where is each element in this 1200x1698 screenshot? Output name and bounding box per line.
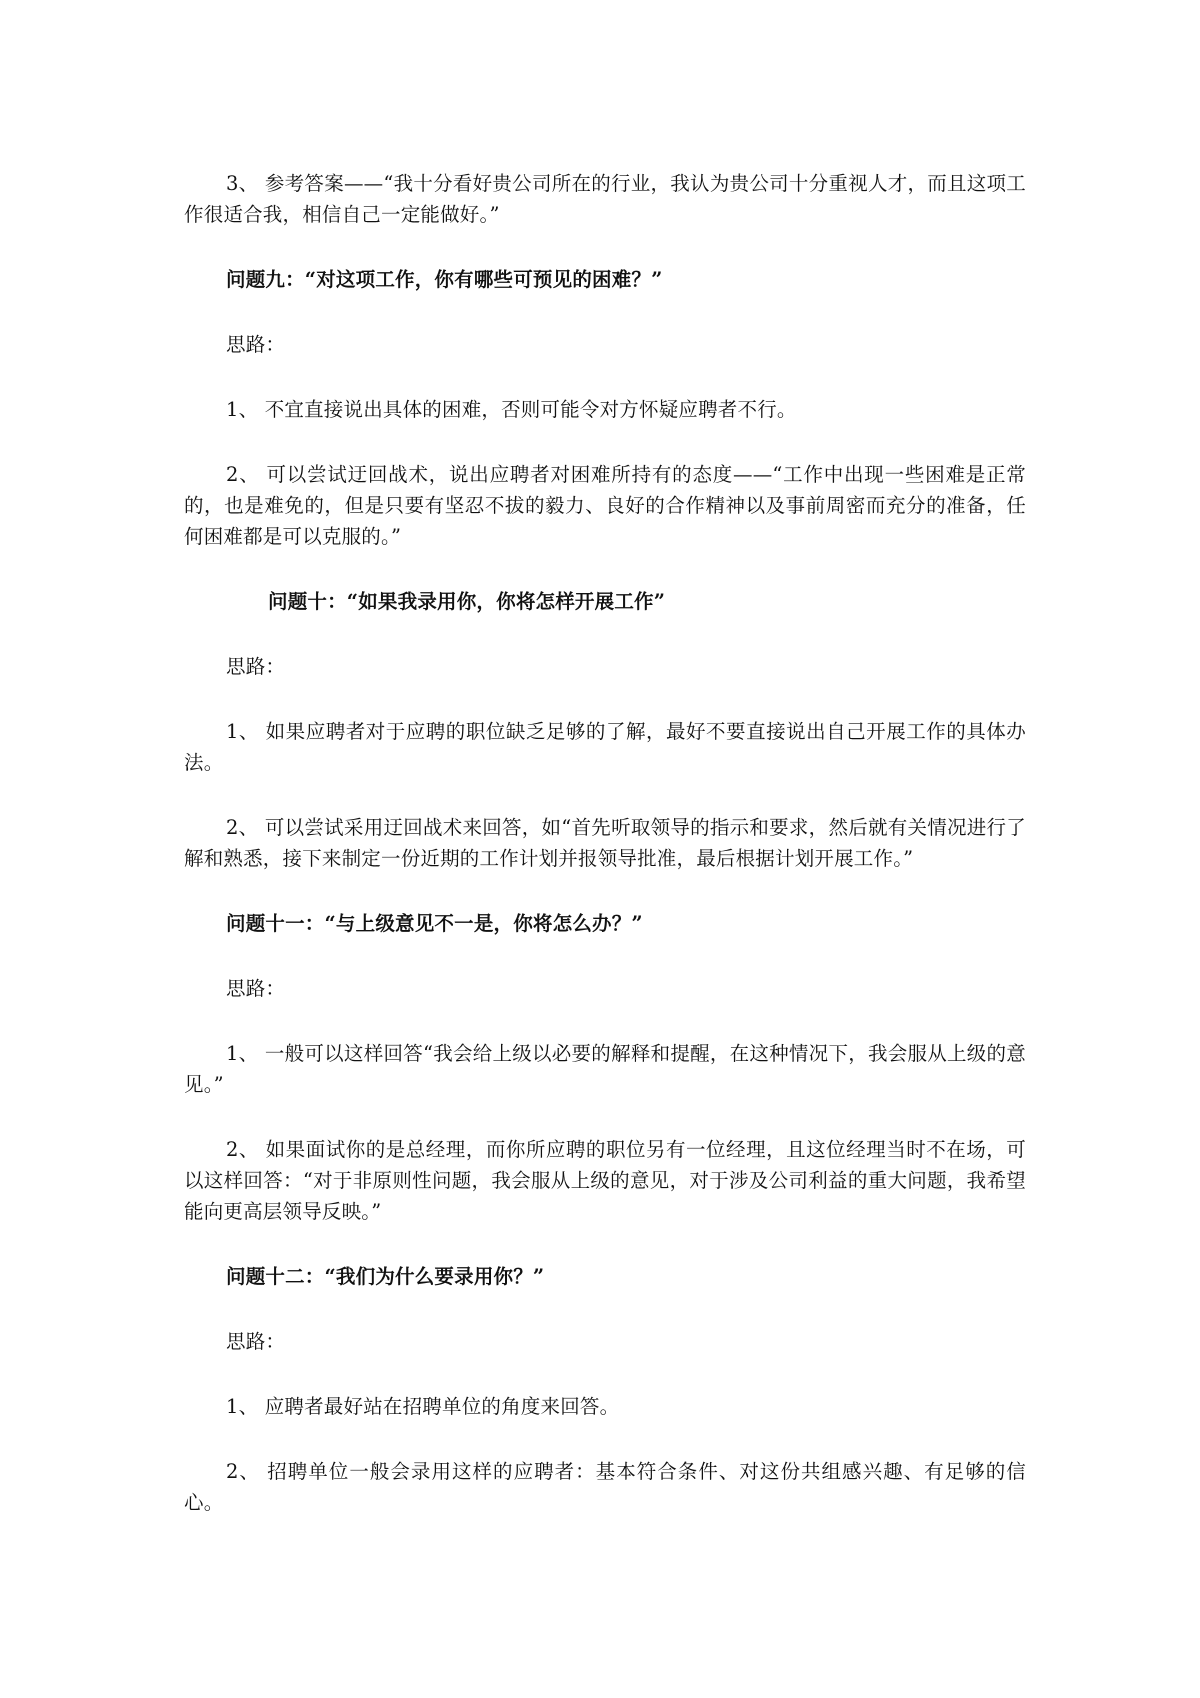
approach-item: 1、 应聘者最好站在招聘单位的角度来回答。	[226, 1395, 620, 1418]
approach-label: 思路：	[226, 333, 286, 356]
question-heading-9: 问题九：“对这项工作，你有哪些可预见的困难？”	[226, 268, 663, 291]
approach-label: 思路：	[226, 655, 286, 678]
approach-item: 1、 不宜直接说出具体的困难，否则可能令对方怀疑应聘者不行。	[226, 398, 797, 421]
question-heading-10: 问题十：“如果我录用你，你将怎样开展工作”	[268, 590, 666, 613]
approach-item: 2、 可以尝试采用迂回战术来回答，如“首先听取领导的指示和要求，然后就有关情况进行了解和熟悉，接下来制定一份近期的工作计划并报领导批准，最后根据计划开展工作。”	[184, 816, 1026, 870]
approach-item: 1、 如果应聘者对于应聘的职位缺乏足够的了解，最好不要直接说出自己开展工作的具体办法。	[184, 720, 1026, 774]
approach-item: 2、 如果面试你的是总经理，而你所应聘的职位另有一位经理，且这位经理当时不在场，可以这样回答：“对于非原则性问题，我会服从上级的意见，对于涉及公司利益的重大问题，我希望能向更高层领导反映。”	[184, 1138, 1026, 1223]
approach-label: 思路：	[226, 977, 286, 1000]
approach-item: 1、 一般可以这样回答“我会给上级以必要的解释和提醒，在这种情况下，我会服从上级的意见。”	[184, 1042, 1026, 1096]
document-body	[184, 168, 1026, 1552]
question-heading-11: 问题十一：“与上级意见不一是，你将怎么办？”	[226, 912, 643, 935]
approach-item: 2、 可以尝试迂回战术，说出应聘者对困难所持有的态度——“工作中出现一些困难是正常的，也是难免的，但是只要有坚忍不拔的毅力、良好的合作精神以及事前周密而充分的准备，任何困难都是可以克服的。”	[184, 463, 1026, 548]
answer-paragraph: 3、 参考答案——“我十分看好贵公司所在的行业，我认为贵公司十分重视人才，而且这项工作很适合我，相信自己一定能做好。”	[184, 172, 1026, 226]
question-heading-12: 问题十二：“我们为什么要录用你？”	[226, 1265, 545, 1288]
approach-label: 思路：	[226, 1330, 286, 1353]
approach-item: 2、 招聘单位一般会录用这样的应聘者：基本符合条件、对这份共组感兴趣、有足够的信心。	[184, 1460, 1026, 1514]
